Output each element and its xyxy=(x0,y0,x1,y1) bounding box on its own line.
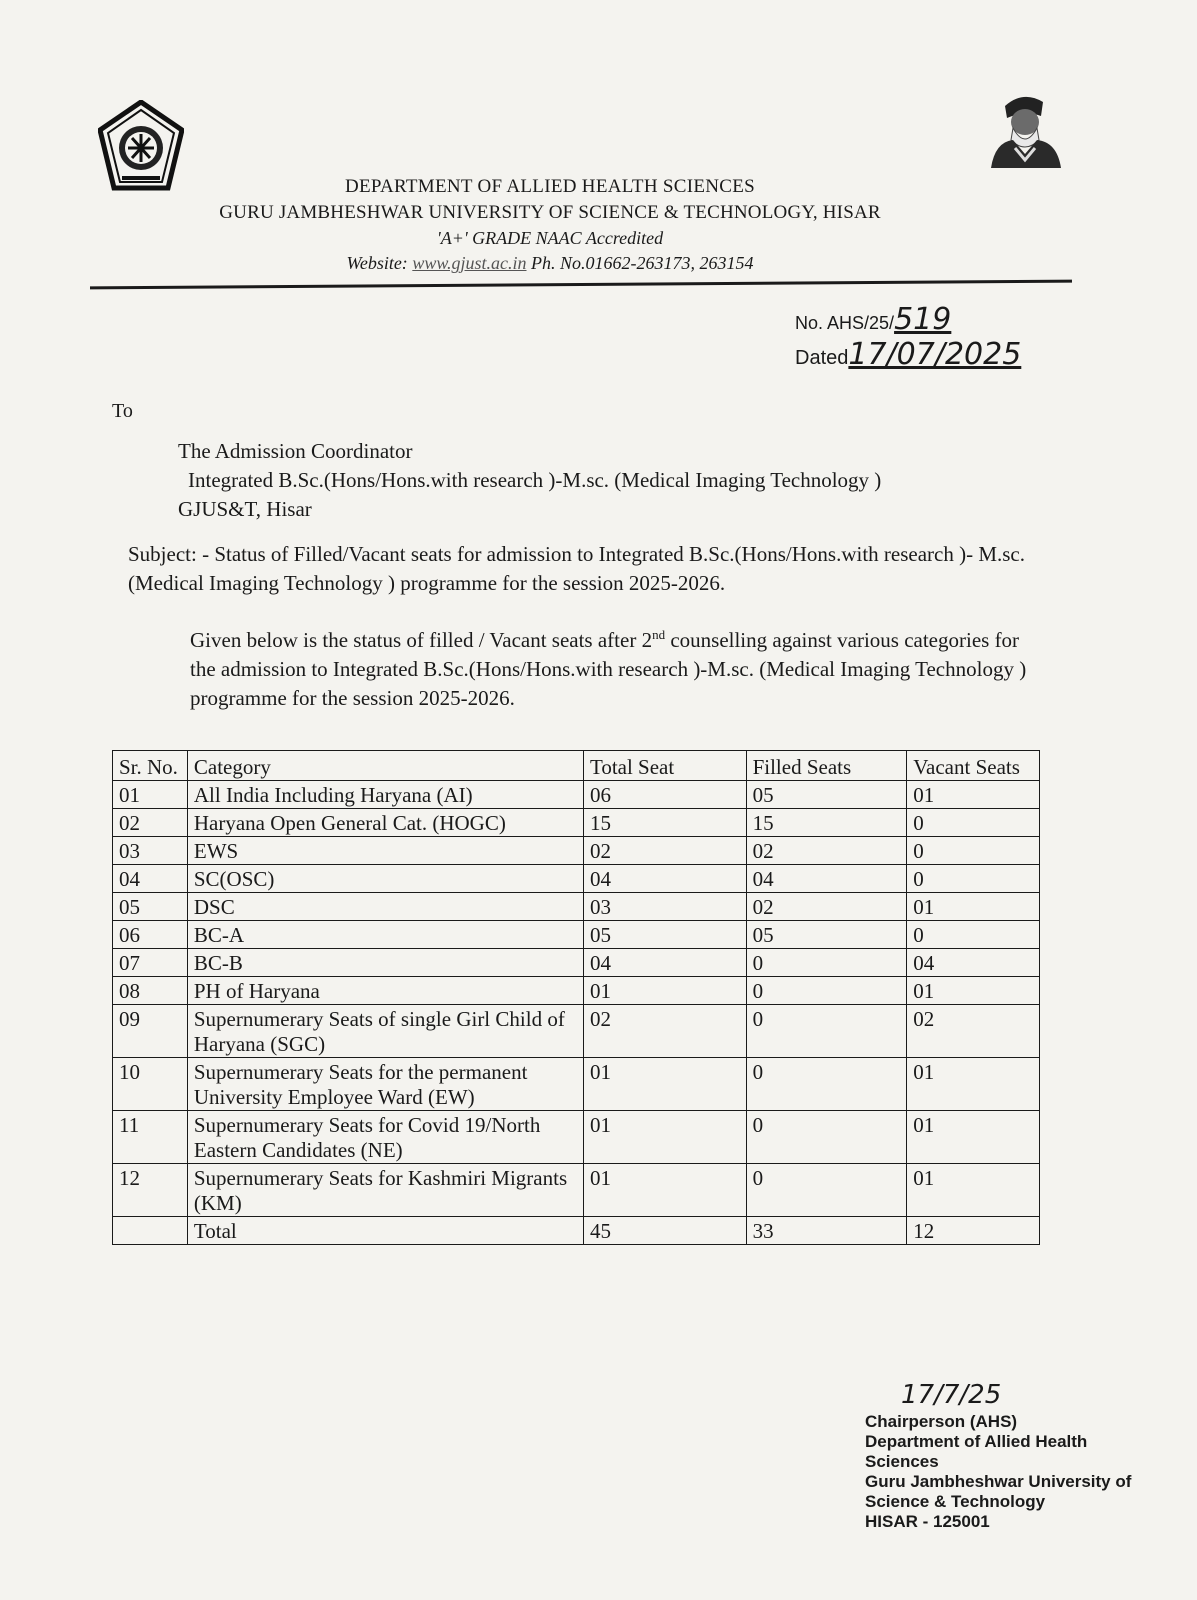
cell-total-seat: 06 xyxy=(583,781,746,809)
cell-filled-seats: 0 xyxy=(746,1005,907,1058)
cell-filled-seats: 05 xyxy=(746,781,907,809)
header-filled-seats: Filled Seats xyxy=(746,751,907,781)
subject-line: Subject: - Status of Filled/Vacant seats for admission to Integrated B.Sc.(Hons/Hons.with research )- M.sc. (Medical Imaging Technology ) programme for the session 2025-2026. xyxy=(128,542,1025,595)
cell-sr-no: 09 xyxy=(113,1005,188,1058)
table-row xyxy=(113,865,1040,893)
cell-total-seat: 03 xyxy=(583,893,746,921)
cell-sr-no: 05 xyxy=(113,893,188,921)
letter-date xyxy=(795,337,1021,372)
table-row xyxy=(113,837,1040,865)
cell-category: PH of Haryana xyxy=(187,977,583,1005)
cell-total-seat-sum: 45 xyxy=(583,1217,746,1245)
signatory-title: Chairperson (AHS) xyxy=(865,1412,1018,1431)
cell-total-seat: 04 xyxy=(583,865,746,893)
website-link[interactable]: www.gjust.ac.in xyxy=(412,253,527,273)
cell-sr-no: 02 xyxy=(113,809,188,837)
cell-filled-seats: 02 xyxy=(746,837,907,865)
handwritten-date: 17/07/2025 xyxy=(848,337,1022,372)
cell-filled-seats: 02 xyxy=(746,893,907,921)
addressee-block xyxy=(178,437,881,524)
cell-category: BC-A xyxy=(187,921,583,949)
cell-filled-seats: 04 xyxy=(746,865,907,893)
department-name: DEPARTMENT OF ALLIED HEALTH SCIENCES xyxy=(344,176,756,197)
table-row xyxy=(113,1164,1040,1217)
cell-vacant-seats: 0 xyxy=(907,837,1040,865)
cell-vacant-seats: 0 xyxy=(907,809,1040,837)
cell-filled-seats: 0 xyxy=(746,1058,907,1111)
cell-total-seat: 01 xyxy=(583,977,746,1005)
addressee-programme: Integrated B.Sc.(Hons/Hons.with research )-M.sc. (Medical Imaging Technology ) xyxy=(188,468,882,492)
cell-vacant-seats: 01 xyxy=(907,1111,1040,1164)
phone-numbers: Ph. No.01662-263173, 263154 xyxy=(531,253,754,273)
cell-category: Supernumerary Seats for the permanent University Employee Ward (EW) xyxy=(187,1058,583,1111)
signatory-city: HISAR - 125001 xyxy=(865,1512,990,1531)
signatory-department: Department of Allied Health Sciences xyxy=(865,1432,1088,1471)
cell-sr-no: 10 xyxy=(113,1058,188,1111)
addressee-title: The Admission Coordinator xyxy=(178,439,413,463)
reference-prefix: No. AHS/25/ xyxy=(795,313,895,333)
table-row xyxy=(113,893,1040,921)
table-row xyxy=(113,921,1040,949)
cell-vacant-seats: 01 xyxy=(907,893,1040,921)
cell-sr-no: 01 xyxy=(113,781,188,809)
header-vacant-seats: Vacant Seats xyxy=(907,751,1040,781)
header-total-seat: Total Seat xyxy=(583,751,746,781)
cell-vacant-seats-sum: 12 xyxy=(907,1217,1040,1245)
to-label: To xyxy=(112,400,133,422)
cell-total-seat: 15 xyxy=(583,809,746,837)
table-row xyxy=(113,781,1040,809)
body-paragraph xyxy=(190,620,1030,713)
body-superscript: nd xyxy=(652,627,666,642)
cell-total-seat: 05 xyxy=(583,921,746,949)
table-row xyxy=(113,809,1040,837)
table-row xyxy=(113,1005,1040,1058)
letterhead xyxy=(150,176,950,274)
cell-category: Supernumerary Seats for Covid 19/North Eastern Candidates (NE) xyxy=(187,1111,583,1164)
founder-portrait-emblem xyxy=(985,88,1065,170)
table-row xyxy=(113,1111,1040,1164)
cell-filled-seats: 05 xyxy=(746,921,907,949)
cell-filled-seats: 0 xyxy=(746,977,907,1005)
reference-handwritten-number: 519 xyxy=(894,302,952,337)
cell-filled-seats: 0 xyxy=(746,1164,907,1217)
cell-category: All India Including Haryana (AI) xyxy=(187,781,583,809)
reference-number xyxy=(795,302,951,337)
cell-category: BC-B xyxy=(187,949,583,977)
header-divider xyxy=(90,280,1072,290)
addressee-institution: GJUS&T, Hisar xyxy=(178,497,312,521)
body-text-start: Given below is the status of filled / Vacant seats after 2 xyxy=(190,628,653,652)
cell-total-seat: 01 xyxy=(583,1058,746,1111)
cell-total-seat: 02 xyxy=(583,1005,746,1058)
signature-date-scrawl: 17/7/25 xyxy=(901,1380,1002,1410)
cell-filled-seats: 0 xyxy=(746,949,907,977)
cell-filled-seats: 0 xyxy=(746,1111,907,1164)
signatory-university-line1: Guru Jambheshwar University of xyxy=(865,1472,1132,1491)
cell-total-seat: 02 xyxy=(583,837,746,865)
cell-filled-seats-sum: 33 xyxy=(746,1217,907,1245)
cell-total-seat: 01 xyxy=(583,1111,746,1164)
website-label: Website: xyxy=(346,253,408,273)
cell-total-seat: 01 xyxy=(583,1164,746,1217)
cell-category: Supernumerary Seats of single Girl Child of Haryana (SGC) xyxy=(187,1005,583,1058)
table-row xyxy=(113,949,1040,977)
cell-sr-no: 07 xyxy=(113,949,188,977)
table-row xyxy=(113,977,1040,1005)
cell-vacant-seats: 02 xyxy=(907,1005,1040,1058)
cell-sr-no: 08 xyxy=(113,977,188,1005)
cell-vacant-seats: 0 xyxy=(907,921,1040,949)
table-total-row xyxy=(113,1217,1040,1245)
table-header-row xyxy=(113,751,1040,781)
cell-filled-seats: 15 xyxy=(746,809,907,837)
cell-category: Supernumerary Seats for Kashmiri Migrants (KM) xyxy=(187,1164,583,1217)
cell-category: Haryana Open General Cat. (HOGC) xyxy=(187,809,583,837)
cell-sr-no: 06 xyxy=(113,921,188,949)
header-sr-no: Sr. No. xyxy=(113,751,188,781)
cell-sr-no: 04 xyxy=(113,865,188,893)
cell-vacant-seats: 04 xyxy=(907,949,1040,977)
cell-category: EWS xyxy=(187,837,583,865)
cell-category: DSC xyxy=(187,893,583,921)
accreditation-text: 'A+' GRADE NAAC Accredited xyxy=(436,228,664,248)
cell-vacant-seats: 01 xyxy=(907,1058,1040,1111)
cell-vacant-seats: 01 xyxy=(907,977,1040,1005)
cell-sr-no: 11 xyxy=(113,1111,188,1164)
body-text-end: counselling against various categories for the admission to Integrated B.Sc.(Hons/Hons.with research )-M.sc. (Medical Imaging Technology ) programme for the session 2025-2026. xyxy=(190,628,1027,710)
cell-sr-no: 12 xyxy=(113,1164,188,1217)
university-name: GURU JAMBHESHWAR UNIVERSITY OF SCIENCE & TECHNOLOGY, HISAR xyxy=(219,202,881,223)
header-category: Category xyxy=(187,751,583,781)
seat-status-table xyxy=(112,750,1040,1245)
cell-total-seat: 04 xyxy=(583,949,746,977)
signatory-university-line2: Science & Technology xyxy=(865,1492,1046,1511)
dated-label: Dated xyxy=(795,347,849,369)
cell-vacant-seats: 0 xyxy=(907,865,1040,893)
cell-vacant-seats: 01 xyxy=(907,781,1040,809)
cell-category: SC(OSC) xyxy=(187,865,583,893)
table-row xyxy=(113,1058,1040,1111)
cell-total-label: Total xyxy=(187,1217,583,1245)
signature-block xyxy=(865,1380,1165,1532)
contact-line xyxy=(150,253,950,274)
cell-sr-no: 03 xyxy=(113,837,188,865)
cell-vacant-seats: 01 xyxy=(907,1164,1040,1217)
cell-sr-no xyxy=(113,1217,188,1245)
